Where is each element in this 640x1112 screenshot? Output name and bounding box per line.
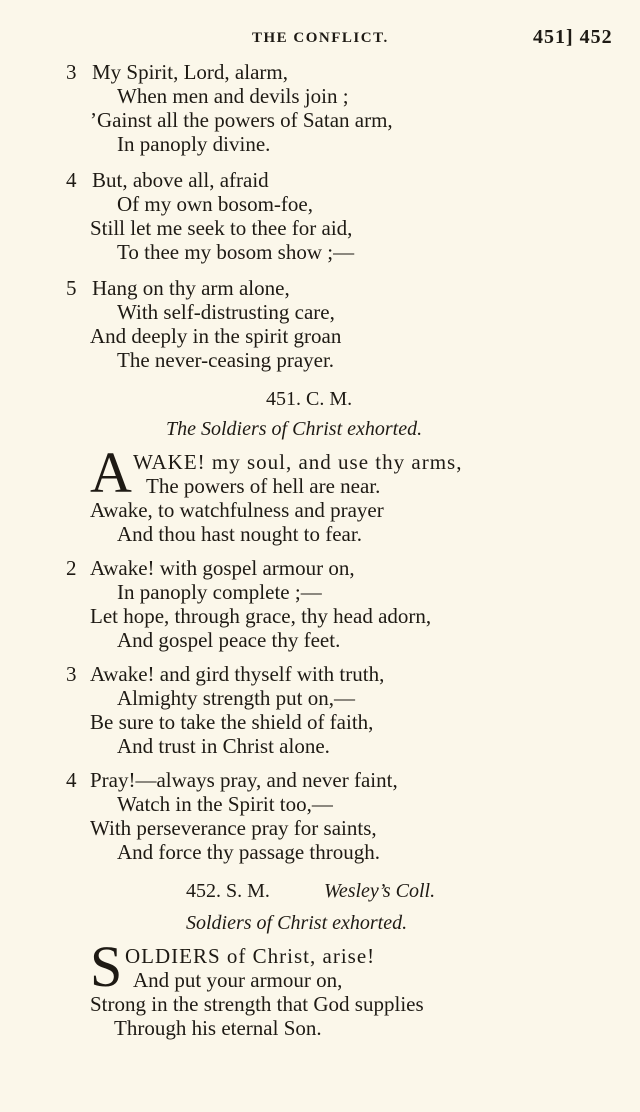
verse-line: In panoply complete ;—	[117, 580, 322, 604]
verse-line: And gospel peace thy feet.	[117, 628, 341, 652]
verse-line: The never-ceasing prayer.	[117, 348, 335, 372]
verse-line: The powers of hell are near.	[146, 474, 381, 498]
hymn-subtitle: Soldiers of Christ exhorted.	[186, 912, 408, 934]
verse-line: When men and devils join ;	[117, 84, 349, 108]
hymn-heading: 451. C. M.	[266, 388, 353, 410]
verse-line: Pray!—always pray, and never faint,	[90, 768, 398, 792]
verse-line: In panoply divine.	[117, 132, 271, 156]
verse-line: Watch in the Spirit too,—	[117, 792, 333, 816]
verse-line: And put your armour on,	[133, 968, 343, 992]
verse-line: Through his eternal Son.	[114, 1016, 322, 1040]
verse-line: OLDIERS of Christ, arise!	[125, 944, 376, 968]
verse-line: And thou hast nought to fear.	[117, 522, 362, 546]
verse-line: And trust in Christ alone.	[117, 734, 330, 758]
verse-line: With self-distrusting care,	[117, 300, 335, 324]
stanza-number: 3	[66, 60, 77, 84]
hymn-heading: 452. S. M.	[186, 880, 270, 902]
verse-line: Hang on thy arm alone,	[92, 276, 290, 300]
verse-line: ’Gainst all the powers of Satan arm,	[90, 108, 393, 132]
verse-line: Be sure to take the shield of faith,	[90, 710, 374, 734]
verse-line: My Spirit, Lord, alarm,	[92, 60, 288, 84]
stanza-number: 5	[66, 276, 77, 300]
verse-line: But, above all, afraid	[92, 168, 269, 192]
verse-line: And deeply in the spirit groan	[90, 324, 342, 348]
hymn-subtitle: The Soldiers of Christ exhorted.	[166, 418, 423, 440]
verse-line: To thee my bosom show ;—	[117, 240, 355, 264]
verse-line: And force thy passage through.	[117, 840, 381, 864]
verse-line: Awake! and gird thyself with truth,	[90, 662, 385, 686]
verse-line: Almighty strength put on,—	[117, 686, 355, 710]
stanza-number: 3	[66, 662, 77, 686]
verse-line: Of my own bosom-foe,	[117, 192, 313, 216]
verse-line: Strong in the strength that God supplies	[90, 992, 424, 1016]
verse-line: Awake, to watchfulness and prayer	[90, 498, 384, 522]
verse-line: Let hope, through grace, thy head adorn,	[90, 604, 432, 628]
stanza-number: 4	[66, 768, 77, 792]
page-number: 451] 452	[533, 26, 613, 48]
stanza-number: 2	[66, 556, 77, 580]
verse-line: Still let me seek to thee for aid,	[90, 216, 353, 240]
verse-line: Awake! with gospel armour on,	[90, 556, 355, 580]
verse-line: With perseverance pray for saints,	[90, 816, 377, 840]
drop-cap: S	[90, 934, 123, 999]
stanza-number: 4	[66, 168, 77, 192]
running-head: THE CONFLICT.	[252, 30, 389, 46]
drop-cap: A	[90, 440, 132, 505]
verse-line: WAKE! my soul, and use thy arms,	[133, 450, 463, 474]
hymn-source: Wesley’s Coll.	[324, 880, 436, 902]
